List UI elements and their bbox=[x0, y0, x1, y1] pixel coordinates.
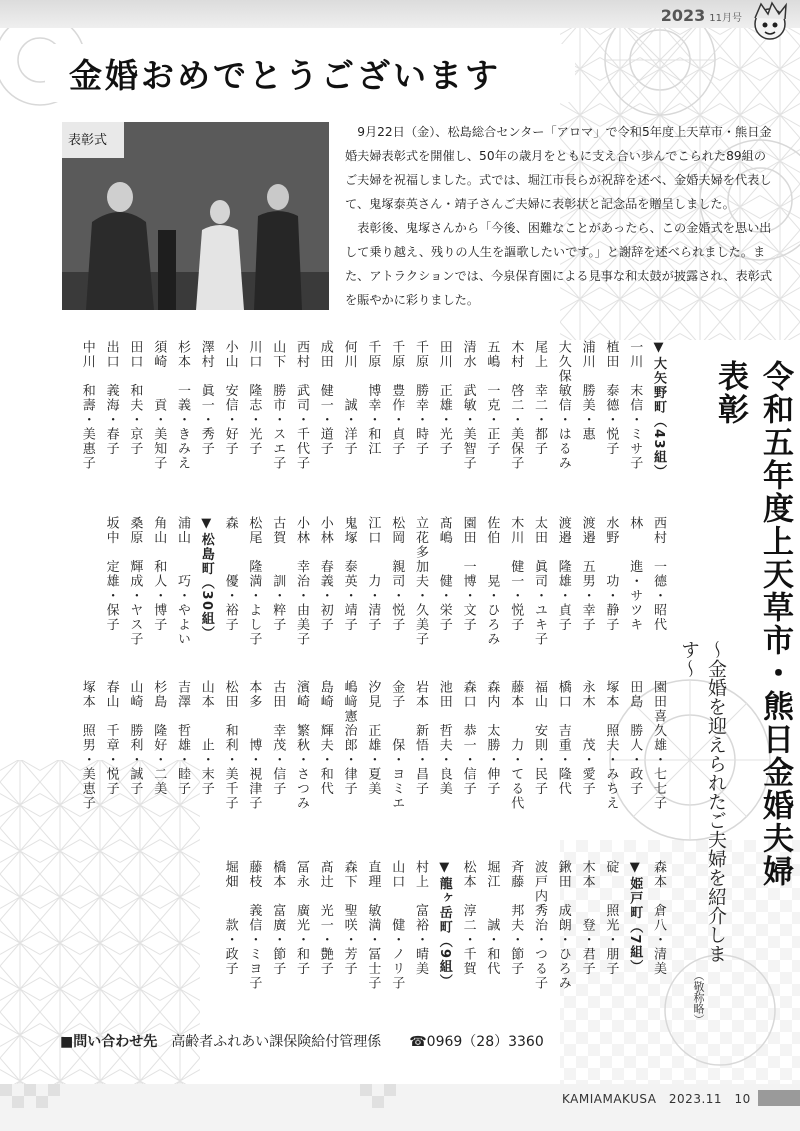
ceremony-scene bbox=[62, 122, 329, 310]
couple-name: 松岡 親司・悦子 bbox=[389, 516, 405, 632]
vertical-subtitle: 〜金婚を迎えられたご夫婦を紹介します〜 bbox=[678, 640, 727, 963]
couple-name: 藤本 力・てる代 bbox=[508, 680, 524, 811]
couple-name: 植田 泰德・悦子 bbox=[603, 340, 619, 456]
couple-name: 渡邉 五男・幸子 bbox=[579, 516, 595, 632]
couple-name: 波戸内秀治・つる子 bbox=[532, 860, 547, 991]
couple-name: 島崎 輝夫・和代 bbox=[317, 680, 333, 796]
couple-name: 春山 千章・悦子 bbox=[103, 680, 119, 796]
couple-name: 小山 安信・好子 bbox=[222, 340, 238, 456]
couple-name: 山崎 勝利・誠子 bbox=[127, 680, 143, 796]
couple-name: 岩本 新悟・昌子 bbox=[413, 680, 428, 796]
couple-name: 永木 茂・愛子 bbox=[579, 680, 595, 796]
couple-name: 池田 哲夫・良美 bbox=[436, 680, 452, 796]
couple-name: 森 優・裕子 bbox=[222, 516, 238, 632]
couple-name: 髙嶋 健・栄子 bbox=[436, 516, 452, 632]
couple-name: 園田喜久雄・七七子 bbox=[651, 680, 666, 811]
couple-name: 成田 健一・道子 bbox=[317, 340, 333, 456]
couple-name: 直理 敏満・冨士子 bbox=[365, 860, 381, 991]
couple-name: 太田 眞司・ユキ子 bbox=[532, 516, 547, 647]
couple-name: 鍬田 成朗・ひろみ bbox=[555, 860, 571, 991]
page-headline: 金婚おめでとうございます bbox=[45, 44, 575, 102]
couple-name: 西村 武司・千代子 bbox=[294, 340, 309, 471]
couple-name: 橋口 吉重・隆代 bbox=[555, 680, 571, 796]
couple-name: 杉本 一義・きみえ bbox=[175, 340, 190, 471]
couple-name: 杉島 隆好・二美 bbox=[151, 680, 167, 796]
couple-name: 角山 和人・博子 bbox=[151, 516, 167, 632]
couple-name: 須崎 貢・美知子 bbox=[151, 340, 167, 471]
contact-footer bbox=[60, 1031, 544, 1051]
couple-name: 斉藤 邦夫・節子 bbox=[508, 860, 524, 976]
couple-name: 江口 力・清子 bbox=[365, 516, 381, 632]
couple-name: 橋本 富廣・節子 bbox=[270, 860, 286, 976]
couple-name: 松本 淳二・千賀 bbox=[460, 860, 476, 976]
couple-name: 森下 聖咲・芳子 bbox=[341, 860, 357, 976]
couple-name: 出口 義海・春子 bbox=[103, 340, 119, 456]
couple-name: 森内 太勝・伸子 bbox=[484, 680, 500, 796]
couple-name: 立花多加夫・久美子 bbox=[413, 516, 428, 647]
couple-name: 嶋﨑憲治郎・律子 bbox=[341, 680, 357, 796]
couple-name: 山下 勝市・スエ子 bbox=[270, 340, 286, 471]
couple-name: 碇 照光・朋子 bbox=[603, 860, 619, 976]
contact-label: ■問い合わせ先 bbox=[60, 1034, 158, 1050]
couple-name: 吉澤 哲雄・睦子 bbox=[175, 680, 190, 796]
couple-name: 千原 勝幸・時子 bbox=[413, 340, 428, 456]
couple-name: 五嶋 一克・正子 bbox=[484, 340, 500, 456]
page-info: KAMIAMAKUSA 2023.11 10 bbox=[562, 1092, 751, 1106]
couple-name: 村上 富裕・晴美 bbox=[413, 860, 428, 976]
couple-name: 福山 安則・民子 bbox=[532, 680, 547, 796]
intro-text bbox=[345, 120, 777, 312]
couple-name: 田島 勝人・政子 bbox=[627, 680, 643, 796]
couple-name: 中川 和壽・美惠子 bbox=[79, 340, 95, 471]
couple-name: 藤枝 義信・ミヨ子 bbox=[246, 860, 262, 991]
couple-name: 山本 止・末子 bbox=[198, 680, 214, 796]
couple-name: 田川 正雄・光子 bbox=[436, 340, 452, 456]
couple-name: 汐見 正雄・夏美 bbox=[365, 680, 381, 796]
couple-name: 園田 一博・文子 bbox=[460, 516, 476, 632]
honorific-note: （敬称略） bbox=[692, 970, 705, 1025]
intro-paragraph: 9月22日（金）、松島総合センター「アロマ」で令和5年度上天草市・熊日金婚夫婦表彰式を開催し、50年の歳月をともに支え合い歩んでこられた89組のご夫婦を祝福しました。式では、堀江市長らが祝辞を述べ、金婚夫婦を代表して、鬼塚泰英さん・靖子さんご夫婦に表彰状と記念品を贈呈しました。 bbox=[345, 125, 772, 211]
couple-name: 古賀 訓・粹子 bbox=[270, 516, 286, 632]
vertical-title: 令和五年度上天草市・熊日金婚夫婦表彰 bbox=[712, 360, 793, 888]
intro-paragraph: 表彰後、鬼塚さんから「今後、困難なことがあったら、この金婚式を思い出して乗り越え、残りの人生を謳歌したいです。」と謝辞を述べられました。また、アトラクションでは、今泉保育園による見事な和太鼓が披露され、表彰式を賑やかに彩りました。 bbox=[345, 221, 773, 307]
couple-name: 森口 恭一・信子 bbox=[460, 680, 476, 796]
couple-name: 髙辻 光一・艶子 bbox=[317, 860, 333, 976]
couple-name: 冨永 廣光・和子 bbox=[294, 860, 309, 976]
contact-dept: 高齢者ふれあい課保険給付管理係 bbox=[171, 1034, 382, 1050]
contact-phone: ☎0969（28）3360 bbox=[409, 1034, 544, 1050]
issue-label bbox=[661, 6, 742, 25]
couple-name: 桑原 輝成・ヤス子 bbox=[127, 516, 143, 647]
couple-name: 小林 春義・初子 bbox=[317, 516, 333, 632]
couple-name: 澤村 眞一・秀子 bbox=[198, 340, 214, 456]
couple-name: 尾上 幸二・都子 bbox=[532, 340, 547, 456]
couple-name: 本多 博・視津子 bbox=[246, 680, 262, 811]
couple-name: 千原 博幸・和江 bbox=[365, 340, 381, 456]
mascot-icon bbox=[746, 0, 794, 44]
couple-name: 木本 登・君子 bbox=[579, 860, 595, 976]
couple-name: 一川 末信・ミサ子 bbox=[627, 340, 643, 471]
couple-name: 堀江 誠・和代 bbox=[484, 860, 500, 976]
couple-name: 水野 功・静子 bbox=[603, 516, 619, 632]
couple-name: 西村 一德・昭代 bbox=[651, 516, 666, 632]
couple-name: 大久保敏信・はるみ bbox=[555, 340, 571, 471]
town-heading: ▼松島町（30組） bbox=[198, 516, 214, 641]
couple-name: 坂中 定雄・保子 bbox=[103, 516, 119, 632]
couple-name: 何川 誠・洋子 bbox=[341, 340, 357, 456]
couple-name: 松田 和利・美千子 bbox=[222, 680, 238, 811]
couple-name: 塚本 照男・美恵子 bbox=[79, 680, 95, 811]
photo-sign-text: 表彰式 bbox=[68, 133, 108, 148]
couple-name: 鬼塚 泰英・靖子 bbox=[341, 516, 357, 632]
couple-name: 木村 啓二・美保子 bbox=[508, 340, 524, 471]
couple-name: 塚本 照夫・みちえ bbox=[603, 680, 619, 811]
page-tab bbox=[758, 1090, 800, 1106]
couple-name: 堀畑 款・政子 bbox=[222, 860, 238, 976]
couple-name: 山口 健・ノリ子 bbox=[389, 860, 405, 991]
couple-name: 川口 隆志・光子 bbox=[246, 340, 262, 456]
couple-name: 千原 豊作・貞子 bbox=[389, 340, 405, 456]
couple-name: 清水 武敏・美智子 bbox=[460, 340, 476, 471]
couple-name: 森本 倉八・清美 bbox=[651, 860, 666, 976]
couple-name: 浦川 勝美・惠 bbox=[579, 340, 595, 442]
couple-name: 浦山 巧・やよい bbox=[175, 516, 190, 647]
couple-name: 松尾 隆満・よし子 bbox=[246, 516, 262, 647]
ceremony-photo bbox=[62, 122, 329, 310]
couple-name: 木川 健一・悦子 bbox=[508, 516, 524, 632]
town-heading: ▼龍ヶ岳町（9組） bbox=[436, 860, 452, 989]
couple-name: 林 進・サツキ bbox=[627, 516, 643, 632]
issue-year: 2023 bbox=[660, 6, 706, 25]
couple-name: 濱崎 繁秋・さつみ bbox=[294, 680, 309, 811]
couple-name: 田口 和夫・京子 bbox=[127, 340, 143, 456]
issue-month: 11月号 bbox=[709, 13, 742, 24]
town-heading: ▼大矢野町（43組） bbox=[651, 340, 666, 480]
couple-name: 金子 保・ヨミエ bbox=[389, 680, 405, 811]
couple-name: 渡邉 隆雄・貞子 bbox=[555, 516, 571, 632]
couple-name: 古田 幸茂・信子 bbox=[270, 680, 286, 796]
couple-name: 小林 幸治・由美子 bbox=[294, 516, 309, 647]
couple-name: 佐伯 晃・ひろみ bbox=[484, 516, 500, 647]
town-heading: ▼姫戸町（7組） bbox=[627, 860, 643, 975]
